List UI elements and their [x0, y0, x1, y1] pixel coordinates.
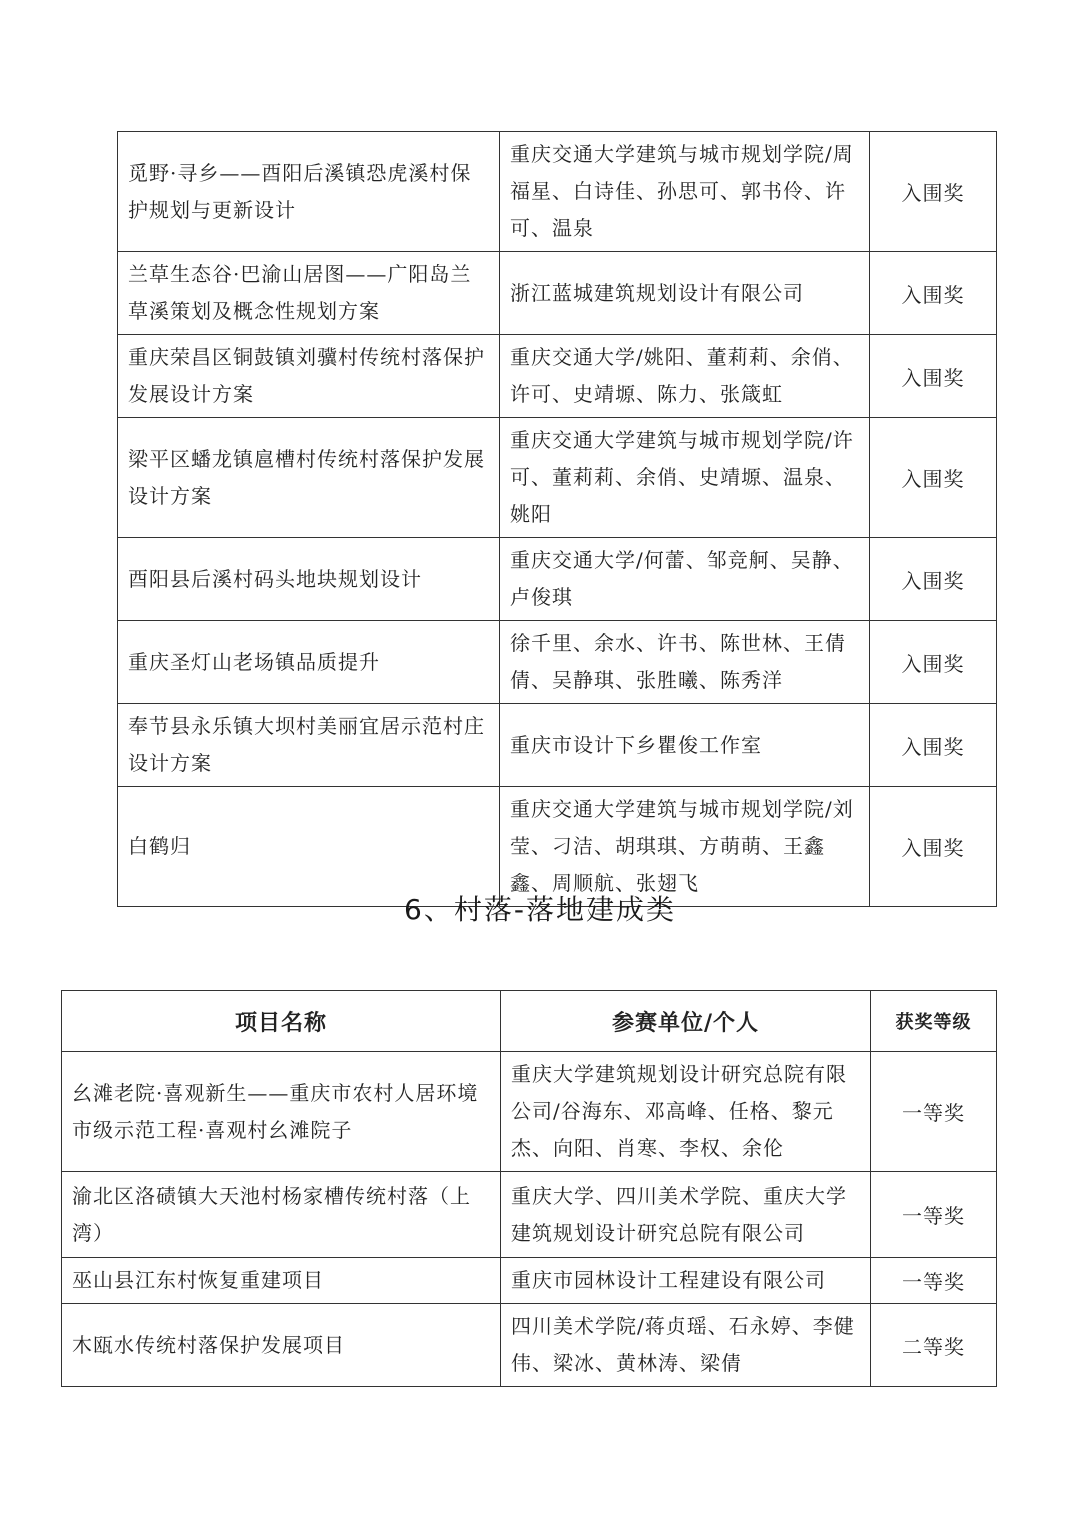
table-row: [118, 132, 997, 252]
header-award-level: 获奖等级: [871, 991, 997, 1052]
award-level: 入围奖: [870, 704, 997, 787]
table-header-row: [62, 991, 997, 1052]
award-level: 入围奖: [870, 787, 997, 907]
table-row: [118, 335, 997, 418]
participant: 重庆交通大学/何蕾、邹竞舸、吴静、卢俊琪: [500, 538, 870, 621]
award-level: 二等奖: [871, 1304, 997, 1387]
project-name: 重庆圣灯山老场镇品质提升: [118, 621, 500, 704]
award-level: 入围奖: [870, 418, 997, 538]
award-level: 入围奖: [870, 621, 997, 704]
awards-table-1: [117, 131, 997, 907]
table-row: [62, 1052, 997, 1172]
section-title: 6、村落-落地建成类: [404, 893, 676, 926]
participant: 重庆交通大学建筑与城市规划学院/许可、董莉莉、余俏、史靖塬、温泉、姚阳: [500, 418, 870, 538]
participant: 重庆市园林设计工程建设有限公司: [501, 1258, 871, 1304]
participant: 重庆大学、四川美术学院、重庆大学建筑规划设计研究总院有限公司: [501, 1172, 871, 1258]
project-name: 重庆荣昌区铜鼓镇刘骥村传统村落保护发展设计方案: [118, 335, 500, 418]
table-row: [118, 538, 997, 621]
project-name: 梁平区蟠龙镇扈槽村传统村落保护发展设计方案: [118, 418, 500, 538]
table-row: [118, 621, 997, 704]
project-name: 酉阳县后溪村码头地块规划设计: [118, 538, 500, 621]
project-name: 白鹤归: [118, 787, 500, 907]
table-row: [118, 252, 997, 335]
table-row: [62, 1172, 997, 1258]
header-project-name: 项目名称: [62, 991, 501, 1052]
project-name: 觅野·寻乡——酉阳后溪镇恐虎溪村保护规划与更新设计: [118, 132, 500, 252]
participant: 重庆交通大学/姚阳、董莉莉、余俏、许可、史靖塬、陈力、张箴虹: [500, 335, 870, 418]
participant: 重庆交通大学建筑与城市规划学院/周福星、白诗佳、孙思可、郭书伶、许可、温泉: [500, 132, 870, 252]
table-row: [62, 1258, 997, 1304]
table-row: [62, 1304, 997, 1387]
project-name: 木瓯水传统村落保护发展项目: [62, 1304, 501, 1387]
participant: 徐千里、余水、许书、陈世林、王倩倩、吴静琪、张胜曦、陈秀洋: [500, 621, 870, 704]
participant: 四川美术学院/蒋贞瑶、石永婷、李健伟、梁冰、黄林涛、梁倩: [501, 1304, 871, 1387]
participant: 浙江蓝城建筑规划设计有限公司: [500, 252, 870, 335]
award-level: 入围奖: [870, 538, 997, 621]
project-name: 幺滩老院·喜观新生——重庆市农村人居环境市级示范工程·喜观村幺滩院子: [62, 1052, 501, 1172]
project-name: 奉节县永乐镇大坝村美丽宜居示范村庄设计方案: [118, 704, 500, 787]
award-level: 入围奖: [870, 335, 997, 418]
award-level: 入围奖: [870, 132, 997, 252]
participant: 重庆大学建筑规划设计研究总院有限公司/谷海东、邓高峰、任格、黎元杰、向阳、肖寒、李权、余伦: [501, 1052, 871, 1172]
header-participant: 参赛单位/个人: [501, 991, 871, 1052]
project-name: 渝北区洛碛镇大天池村杨家槽传统村落（上湾）: [62, 1172, 501, 1258]
participant: 重庆交通大学建筑与城市规划学院/刘莹、刁洁、胡琪琪、方萌萌、王鑫鑫、周顺航、张翅飞: [500, 787, 870, 907]
award-level: 一等奖: [871, 1258, 997, 1304]
table-row: [118, 704, 997, 787]
award-level: 一等奖: [871, 1052, 997, 1172]
award-level: 入围奖: [870, 252, 997, 335]
participant: 重庆市设计下乡瞿俊工作室: [500, 704, 870, 787]
awards-table-2: [61, 990, 997, 1387]
project-name: 巫山县江东村恢复重建项目: [62, 1258, 501, 1304]
table-row: [118, 418, 997, 538]
award-level: 一等奖: [871, 1172, 997, 1258]
project-name: 兰草生态谷·巴渝山居图——广阳岛兰草溪策划及概念性规划方案: [118, 252, 500, 335]
